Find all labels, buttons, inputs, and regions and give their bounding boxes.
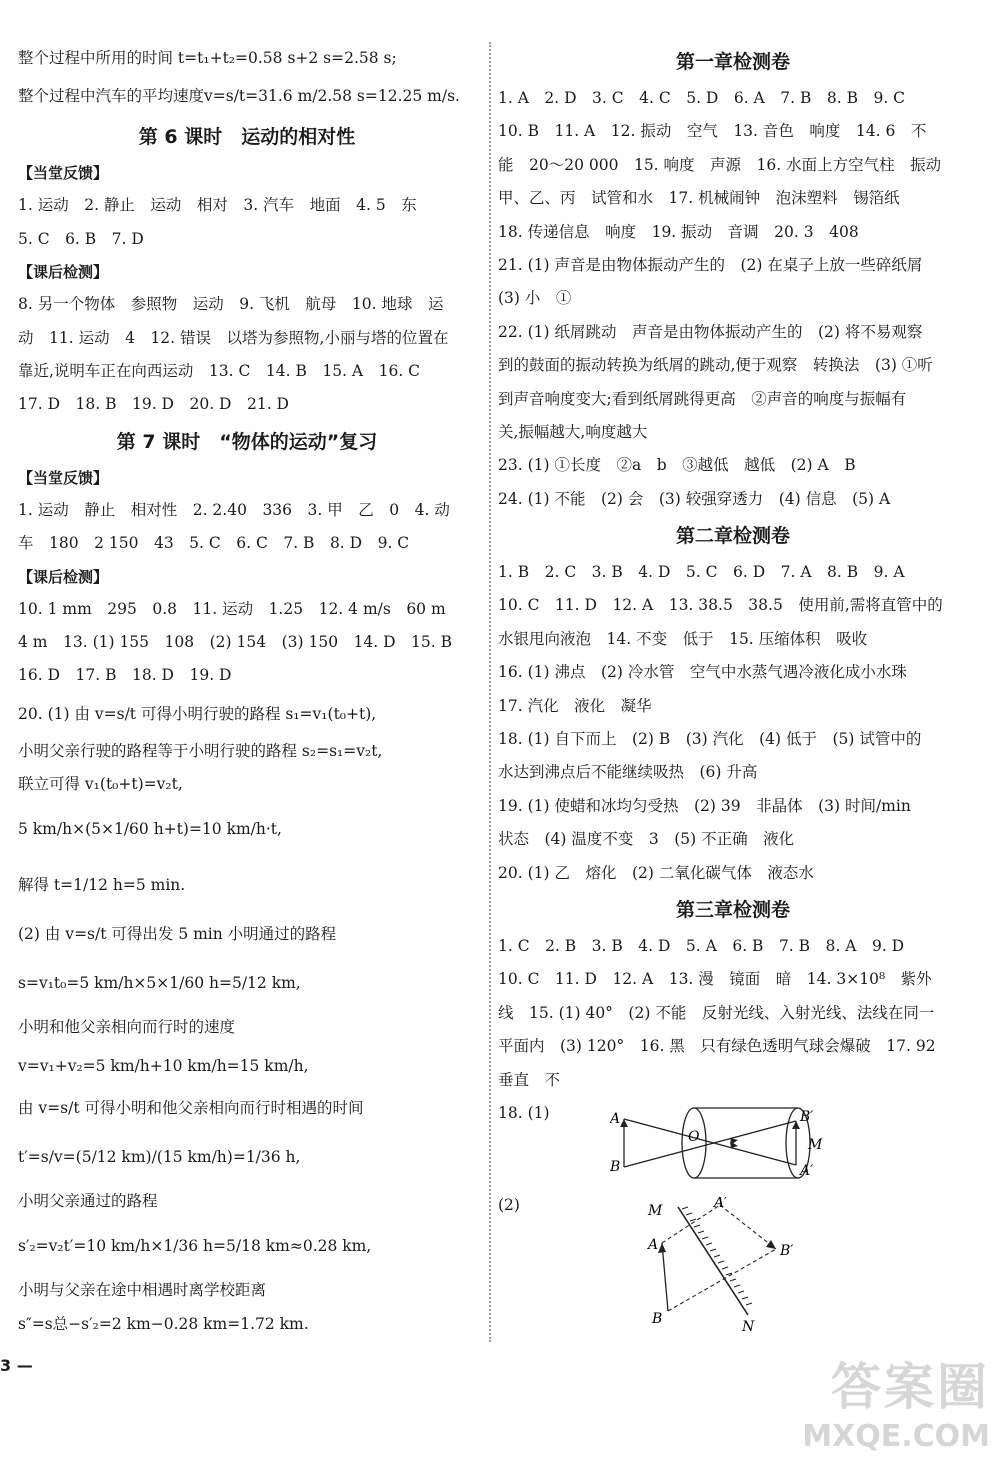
- text-line: 10. C 11. D 12. A 13. 38.5 38.5 使用前,需将直管中的: [498, 596, 943, 615]
- left-column: [18, 42, 476, 1341]
- label-B: B: [610, 1158, 621, 1175]
- text-line: 1. A 2. D 3. C 4. C 5. D 6. A 7. B 8. B 9. C: [498, 89, 906, 107]
- mirror-figure: [498, 1189, 968, 1333]
- text-line: 1. 运动 2. 静止 运动 相对 3. 汽车 地面 4. 5 东: [18, 196, 417, 215]
- text-line: 状态 (4) 温度不变 3 (5) 不正确 液化: [498, 830, 795, 849]
- text-line: 整个过程中所用的时间 t=t₁+t₂=0.58 s+2 s=2.58 s;: [18, 49, 397, 67]
- text-line: s′₂=v₂t′=10 km/h×1/36 h=5/18 km≈0.28 km,: [18, 1237, 372, 1256]
- text-line: 22. (1) 纸屑跳动 声音是由物体振动产生的 (2) 将不易观察: [498, 322, 923, 341]
- section-label: 【当堂反馈】: [18, 468, 109, 487]
- text-line: 线 15. (1) 40° (2) 不能 反射光线、入射光线、法线在同一: [498, 1003, 935, 1022]
- text-line: 17. 汽化 液化 凝华: [498, 696, 652, 715]
- question-label: (2): [498, 1195, 520, 1214]
- label-N: N: [742, 1318, 755, 1333]
- mirror-diagram: [638, 1197, 828, 1333]
- text-line: 小明父亲行驶的路程等于小明行驶的路程 s₂=s₁=v₂t,: [18, 741, 383, 760]
- section-label: 【当堂反馈】: [18, 164, 109, 183]
- label-B-prime: B′: [800, 1108, 814, 1125]
- label-M: M: [648, 1202, 663, 1219]
- text-line: 小明与父亲在途中相遇时离学校距离: [18, 1281, 267, 1300]
- text-line: 整个过程中汽车的平均速度v=s/t=31.6 m/2.58 s=12.25 m/s.: [18, 87, 460, 106]
- text-line: 23. (1) ①长度 ②a b ③越低 越低 (2) A B: [498, 456, 856, 475]
- lesson6-title: 第 6 课时 运动的相对性: [138, 126, 356, 149]
- text-line: 19. (1) 使蜡和冰均匀受热 (2) 39 非晶体 (3) 时间/min: [498, 796, 911, 815]
- text-line: 5. C 6. B 7. D: [18, 229, 144, 248]
- watermark-logo-text: 答案圈: [831, 1358, 990, 1416]
- page-number: 3 —: [0, 1356, 33, 1375]
- text-line: (2) 由 v=s/t 可得出发 5 min 小明通过的路程: [18, 925, 337, 944]
- label-A-prime: A′: [714, 1196, 728, 1211]
- text-line: 到的鼓面的振动转换为纸屑的跳动,便于观察 转换法 (3) ①听: [498, 356, 933, 375]
- label-B: B: [652, 1310, 663, 1327]
- chapter2-title: 第二章检测卷: [675, 525, 790, 548]
- question-label: 18. (1): [498, 1103, 550, 1122]
- text-line: 20. (1) 由 v=s/t 可得小明行驶的路程 s₁=v₁(t₀+t),: [18, 704, 377, 723]
- text-line: 24. (1) 不能 (2) 会 (3) 较强穿透力 (4) 信息 (5) A: [498, 489, 891, 508]
- label-A: A: [648, 1236, 659, 1253]
- text-line: 10. 1 mm 295 0.8 11. 运动 1.25 12. 4 m/s 60 m: [18, 599, 446, 618]
- text-line: 16. D 17. B 18. D 19. D: [18, 666, 232, 685]
- text-line: 小明父亲通过的路程: [18, 1191, 158, 1210]
- text-line: 车 180 2 150 43 5. C 6. C 7. B 8. D 9. C: [18, 534, 410, 553]
- text-line: 由 v=s/t 可得小明和他父亲相向而行时相遇的时间: [18, 1098, 364, 1117]
- text-line: 到声音响度变大;看到纸屑跳得更高 ②声音的响度与振幅有: [498, 389, 907, 408]
- right-column: [498, 42, 968, 1333]
- text-line: 18. (1) 自下而上 (2) B (3) 汽化 (4) 低于 (5) 试管中的: [498, 730, 922, 749]
- text-line: s=v₁t₀=5 km/h×5×1/60 h=5/12 km,: [18, 974, 301, 993]
- text-line: 10. C 11. D 12. A 13. 漫 镜面 暗 14. 3×10⁸ 紫外: [498, 970, 932, 989]
- pinhole-figure: [498, 1097, 968, 1189]
- label-O: O: [688, 1128, 700, 1145]
- text-line: 能 20～20 000 15. 响度 声源 16. 水面上方空气柱 振动: [498, 155, 942, 174]
- text-line: 8. 另一个物体 参照物 运动 9. 飞机 航母 10. 地球 运: [18, 295, 444, 314]
- text-line: 甲、乙、丙 试管和水 17. 机械闹钟 泡沫塑料 锡箔纸: [498, 189, 900, 208]
- watermark-url: MXQE.COM: [802, 1419, 990, 1454]
- text-line: 联立可得 v₁(t₀+t)=v₂t,: [18, 775, 183, 794]
- text-line: 1. 运动 静止 相对性 2. 2.40 336 3. 甲 乙 0 4. 动: [18, 500, 450, 519]
- text-line: 1. C 2. B 3. B 4. D 5. A 6. B 7. B 8. A 9. D: [498, 936, 905, 955]
- text-line: 水达到沸点后不能继续吸热 (6) 升高: [498, 763, 758, 782]
- chapter3-title: 第三章检测卷: [675, 898, 790, 921]
- text-line: 10. B 11. A 12. 振动 空气 13. 音色 响度 14. 6 不: [498, 122, 927, 141]
- label-M: M: [808, 1136, 823, 1153]
- text-line: 5 km/h×(5×1/60 h+t)=10 km/h·t,: [18, 820, 282, 839]
- label-B-prime: B′: [780, 1242, 794, 1259]
- chapter1-title: 第一章检测卷: [675, 51, 790, 73]
- pinhole-diagram: [610, 1097, 850, 1189]
- text-line: 17. D 18. B 19. D 20. D 21. D: [18, 395, 289, 414]
- section-label: 【课后检测】: [18, 263, 109, 282]
- lesson7-title: 第 7 课时 “物体的运动”复习: [116, 430, 378, 453]
- watermark: [802, 1347, 990, 1454]
- text-line: 1. B 2. C 3. B 4. D 5. C 6. D 7. A 8. B 9. A: [498, 563, 905, 582]
- text-line: 水银甩向液泡 14. 不变 低于 15. 压缩体积 吸收: [498, 629, 868, 648]
- label-A: A: [610, 1110, 621, 1127]
- text-line: 靠近,说明车正在向西运动 13. C 14. B 15. A 16. C: [18, 361, 421, 380]
- text-line: 小明和他父亲相向而行时的速度: [18, 1018, 236, 1037]
- text-line: 21. (1) 声音是由物体振动产生的 (2) 在桌子上放一些碎纸屑: [498, 255, 923, 274]
- text-line: 动 11. 运动 4 12. 错误 以塔为参照物,小丽与塔的位置在: [18, 328, 449, 347]
- text-line: (3) 小 ①: [498, 289, 572, 308]
- text-line: v=v₁+v₂=5 km/h+10 km/h=15 km/h,: [18, 1056, 309, 1075]
- column-divider: [489, 42, 491, 1342]
- text-line: 平面内 (3) 120° 16. 黑 只有绿色透明气球会爆破 17. 92: [498, 1037, 936, 1056]
- text-line: 18. 传递信息 响度 19. 振动 音调 20. 3 408: [498, 222, 859, 241]
- section-label: 【课后检测】: [18, 567, 109, 586]
- text-line: 垂直 不: [498, 1070, 561, 1089]
- text-line: t′=s/v=(5/12 km)/(15 km/h)=1/36 h,: [18, 1147, 301, 1166]
- text-line: s″=s总−s′₂=2 km−0.28 km=1.72 km.: [18, 1314, 309, 1333]
- text-line: 4 m 13. (1) 155 108 (2) 154 (3) 150 14. D 15. B: [18, 632, 453, 651]
- text-line: 20. (1) 乙 熔化 (2) 二氧化碳气体 液态水: [498, 863, 814, 882]
- text-line: 解得 t=1/12 h=5 min.: [18, 876, 186, 895]
- label-A-prime: A′: [800, 1162, 814, 1179]
- text-line: 关,振幅越大,响度越大: [498, 422, 648, 441]
- text-line: 16. (1) 沸点 (2) 冷水管 空气中水蒸气遇冷液化成小水珠: [498, 663, 907, 682]
